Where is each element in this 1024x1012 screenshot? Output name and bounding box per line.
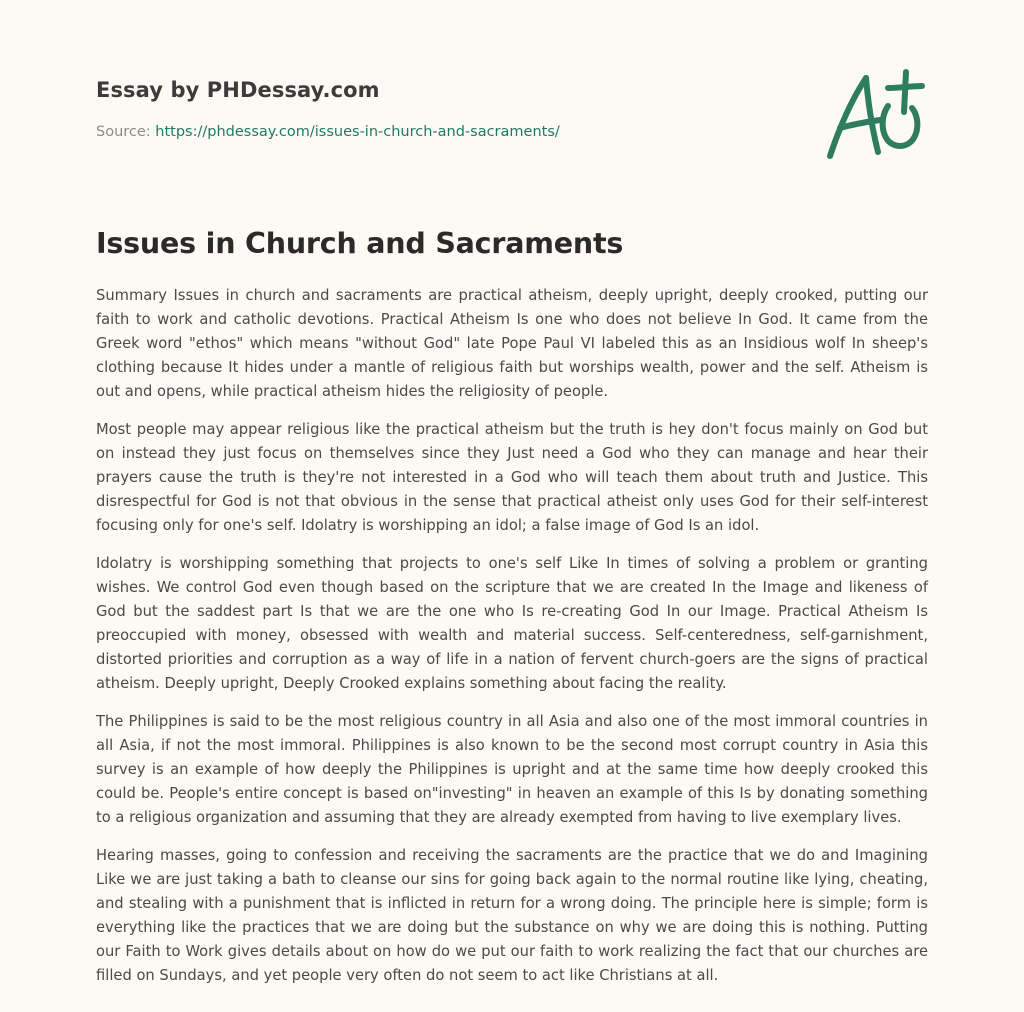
essay-body xyxy=(96,284,928,1002)
a-plus-grade-icon xyxy=(822,66,926,166)
site-header xyxy=(96,76,796,142)
source-label: Source: xyxy=(96,124,156,140)
essay-paragraph-3: Idolatry is worshipping something that projects to one's self Like In times of solving a problem or granting wishes. We control God even though based on the scripture that we are created In the Image and likeness of God but the saddest part Is that we are the one who Is re-creating God In our Image. Practical Atheism Is preoccupied with money, obsessed with wealth and material success. Self-centeredness, self-garnishment, distorted priorities and corruption as a way of life in a nation of fervent church-goers are the signs of practical atheism. Deeply upright, Deeply Crooked explains something about facing the reality. xyxy=(96,555,928,692)
source-line xyxy=(96,122,796,142)
source-link[interactable]: https://phdessay.com/issues-in-church-and-sacraments/ xyxy=(155,124,560,140)
essay-paragraph-4: The Philippines is said to be the most religious country in all Asia and also one of the most immoral countries in all Asia, if not the most immoral. Philippines is also known to be the second most corrupt country in Asia this survey is an example of how deeply the Philippines is upright and at the same time how deeply crooked this could be. People's entire concept is based on"investing" in heaven an example of this Is by donating something to a religious organization and assuming that they are already exempted from having to live exemplary lives. xyxy=(96,713,928,826)
essay-title: Issues in Church and Sacraments xyxy=(96,227,624,260)
essay-paragraph-5: Hearing masses, going to confession and receiving the sacraments are the practice that we do and Imagining Like we are just taking a bath to cleanse our sins for going back again to the normal routine like lying, cheating, and stealing with a punishment that is inflicted in return for a wrong doing. The principle here is simple; form is everything like the practices that we are doing but the substance on why we are doing this is nothing. Putting our Faith to Work gives details about on how do we put our faith to work realizing the fact that our churches are filled on Sundays, and yet people very often do not seem to act like Christians at all. xyxy=(96,847,928,984)
essay-paragraph-1: Summary Issues in church and sacraments are practical atheism, deeply upright, deeply crooked, putting our faith to work and catholic devotions. Practical Atheism Is one who does not believe In God. It came from the Greek word "ethos" which means "without God" late Pope Paul VI labeled this as an Insidious wolf In sheep's clothing because It hides under a mantle of religious faith but worships wealth, power and the self. Atheism is out and opens, while practical atheism hides the religiosity of people. xyxy=(96,287,928,400)
brand-title: Essay by PHDessay.com xyxy=(96,78,380,102)
essay-paragraph-2: Most people may appear religious like the practical atheism but the truth is hey don't focus mainly on God but on instead they just focus on themselves since they Just need a God who they can manage and hear their prayers cause the truth is they're not interested in a God who will teach them about truth and Justice. This disrespectful for God is not that obvious in the sense that practical atheist only uses God for their self-interest focusing only for one's self. Idolatry is worshipping an idol; a false image of God Is an idol. xyxy=(96,421,928,534)
